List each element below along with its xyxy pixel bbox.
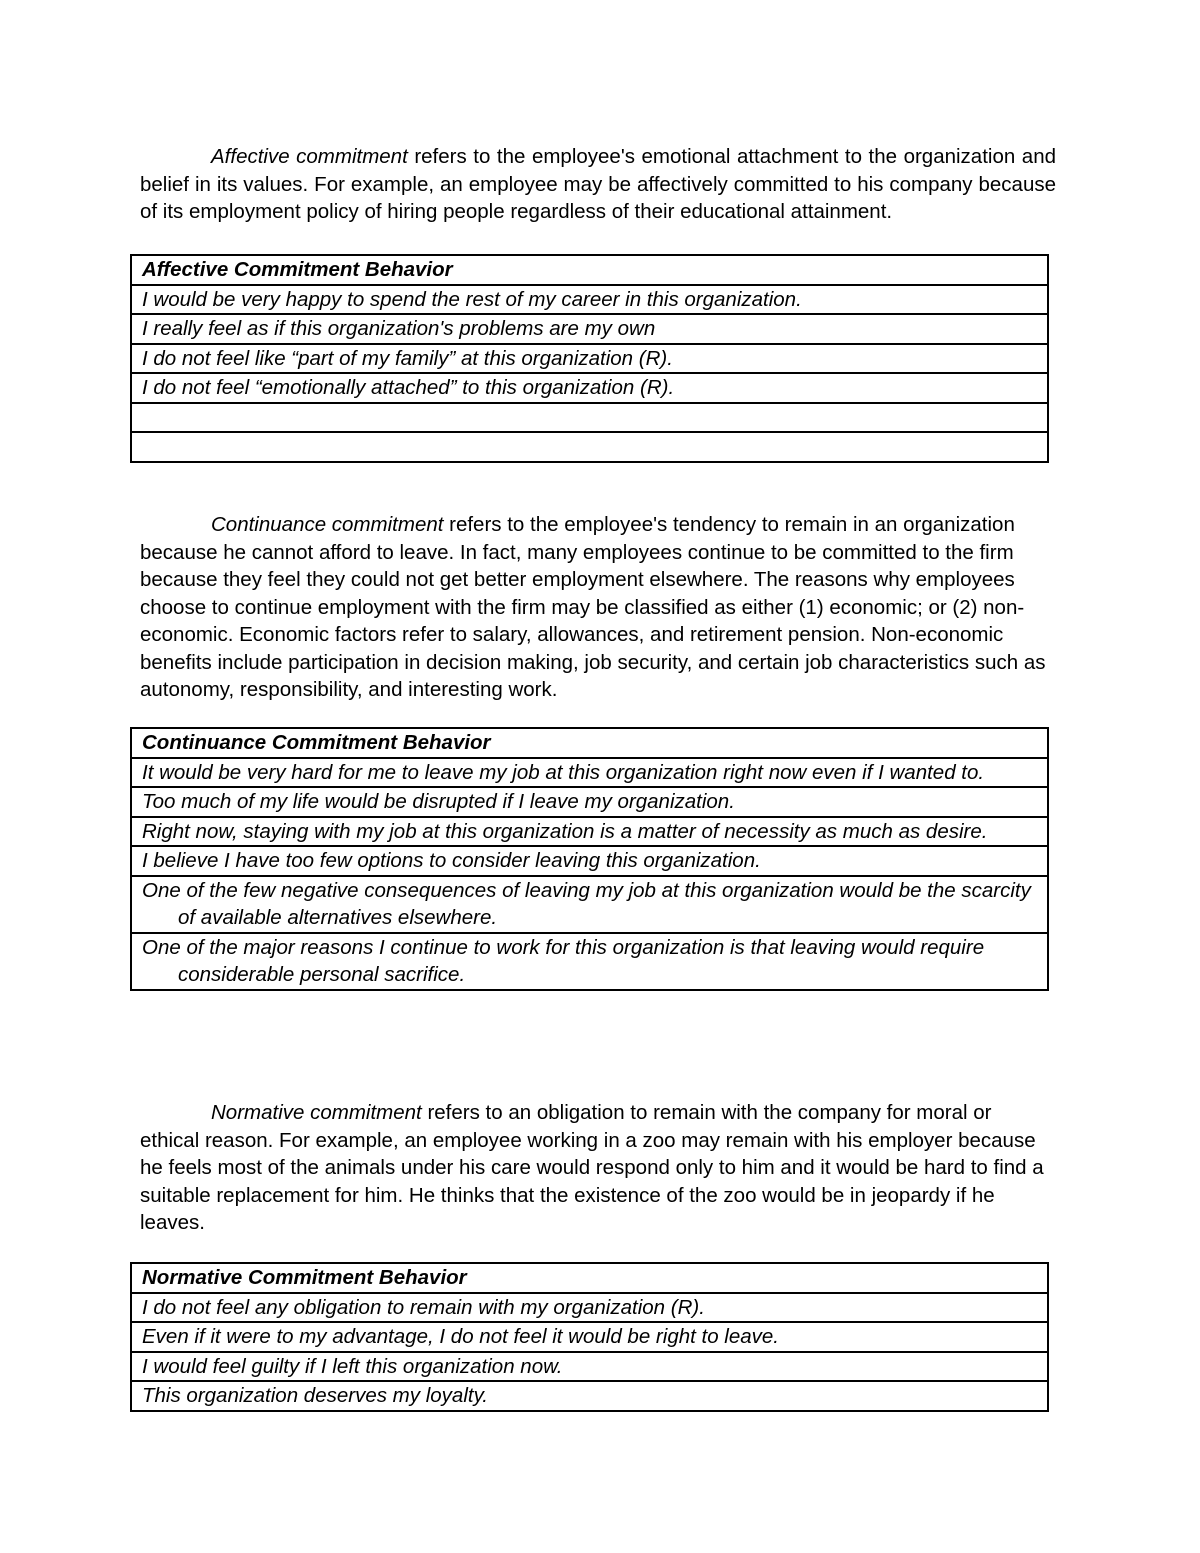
affective-table-header: Affective Commitment Behavior <box>131 255 1048 285</box>
table-row: One of the major reasons I continue to work for this organization is that leaving would require considerable personal sacrifice. <box>131 933 1048 990</box>
normative-text: refers to an obligation to remain with the company for moral or ethical reason. For example, an employee working in a zoo may remain with his employer because he feels most of the animals under his care would respond only to him and it would be hard to find a suitable replacement for him. He thinks that the existence of the zoo would be in jeopardy if he leaves. <box>140 1101 1044 1234</box>
table-row: Even if it were to my advantage, I do not feel it would be right to leave. <box>131 1322 1048 1352</box>
table-row: This organization deserves my loyalty. <box>131 1381 1048 1411</box>
normative-table-header: Normative Commitment Behavior <box>131 1263 1048 1293</box>
continuance-text: refers to the employee's tendency to remain in an organization because he cannot afford to leave. In fact, many employees continue to be committed to the firm because they feel they could not get better employment elsewhere. The reasons why employees choose to continue employment with the firm may be classified as either (1) economic; or (2) non-economic. Economic factors refer to salary, allowances, and retirement pension. Non-economic benefits include participation in decision making, job security, and certain job characteristics such as autonomy, responsibility, and interesting work. <box>140 513 1046 701</box>
continuance-behavior-table <box>130 727 1049 991</box>
normative-paragraph <box>140 1099 1045 1237</box>
table-row: I do not feel like “part of my family” at this organization (R). <box>131 344 1048 374</box>
table-row: I really feel as if this organization's problems are my own <box>131 314 1048 344</box>
normative-term: Normative commitment <box>211 1101 422 1124</box>
table-row: It would be very hard for me to leave my job at this organization right now even if I wanted to. <box>131 758 1048 788</box>
table-row: Right now, staying with my job at this organization is a matter of necessity as much as desire. <box>131 817 1048 847</box>
table-row: I would be very happy to spend the rest of my career in this organization. <box>131 285 1048 315</box>
continuance-table-header: Continuance Commitment Behavior <box>131 728 1048 758</box>
continuance-paragraph <box>140 511 1050 704</box>
table-row: I would feel guilty if I left this organization now. <box>131 1352 1048 1382</box>
table-row: One of the few negative consequences of leaving my job at this organization would be the scarcity of available alternatives elsewhere. <box>131 876 1048 933</box>
continuance-term: Continuance commitment <box>211 513 444 536</box>
affective-term: Affective commitment <box>211 145 408 168</box>
table-row-empty <box>131 432 1048 462</box>
affective-paragraph <box>140 143 1056 226</box>
table-row: I believe I have too few options to consider leaving this organization. <box>131 846 1048 876</box>
table-row: I do not feel “emotionally attached” to this organization (R). <box>131 373 1048 403</box>
table-row: I do not feel any obligation to remain with my organization (R). <box>131 1293 1048 1323</box>
table-row-empty <box>131 403 1048 433</box>
normative-behavior-table <box>130 1262 1049 1412</box>
table-row: Too much of my life would be disrupted if I leave my organization. <box>131 787 1048 817</box>
affective-behavior-table <box>130 254 1049 463</box>
affective-text: refers to the employee's emotional attachment to the organization and belief in its values. For example, an employee may be affectively committed to his company because of its employment policy of hiring people regardless of their educational attainment. <box>140 145 1057 223</box>
